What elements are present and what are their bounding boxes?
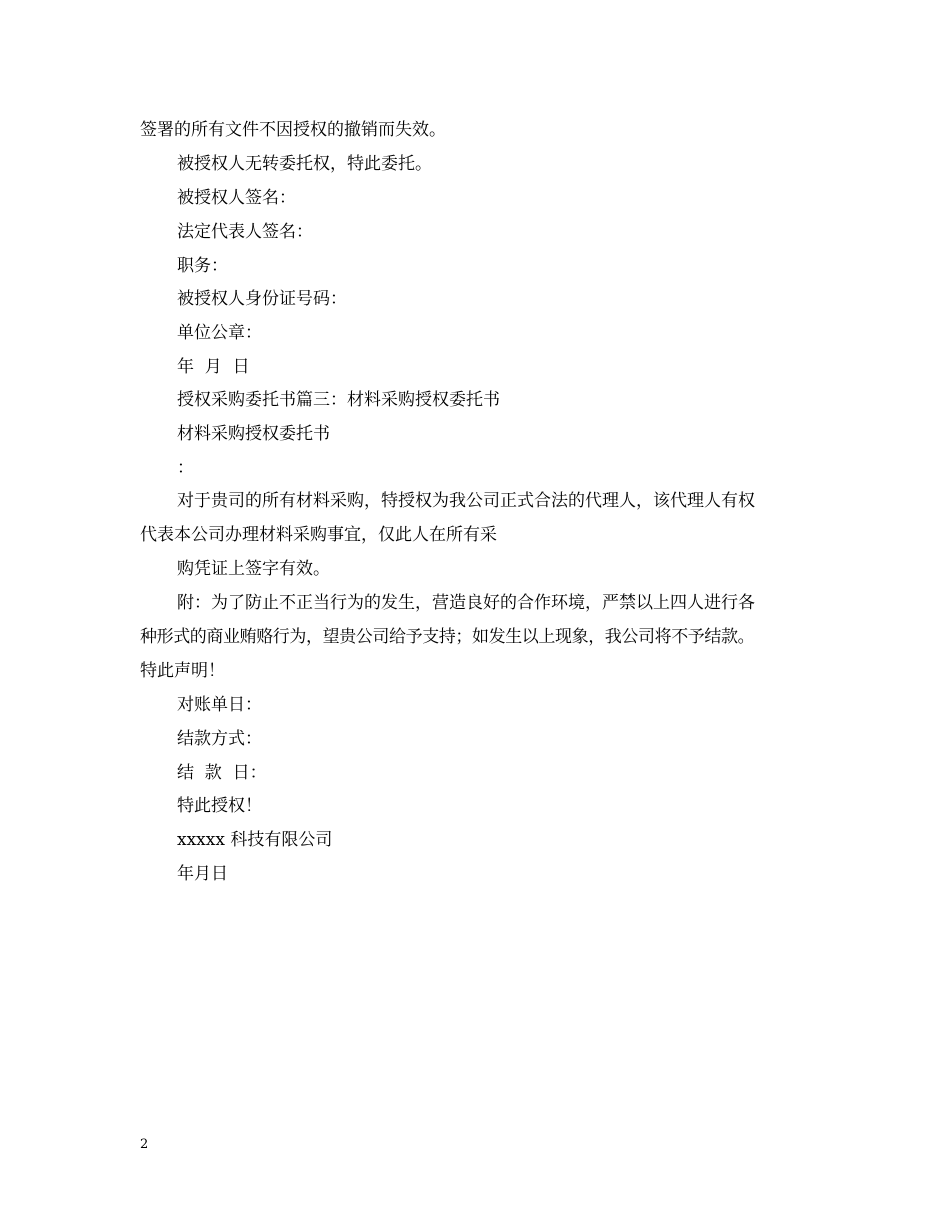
section-heading: 授权采购委托书篇三：材料采购授权委托书 — [177, 390, 500, 410]
text-line: 特此声明！ — [140, 661, 225, 681]
text-line: 职务： — [177, 256, 228, 276]
text-line: 单位公章： — [177, 323, 262, 343]
text-line: 代表本公司办理材料采购事宜，仅此人在所有采 — [140, 525, 497, 545]
text-line: 特此授权！ — [177, 796, 262, 816]
date-line: 年月日 — [177, 864, 228, 884]
text-line: 被授权人签名： — [177, 188, 296, 208]
text-line: 签署的所有文件不因授权的撤销而失效。 — [140, 120, 446, 140]
text-line: 结款方式： — [177, 729, 262, 749]
text-line: 种形式的商业贿赂行为，望贵公司给予支持；如发生以上现象，我公司将不予结款。 — [140, 627, 755, 647]
text-line: 附：为了防止不正当行为的发生，营造良好的合作环境，严禁以上四人进行各 — [177, 593, 755, 613]
text-line: 被授权人身份证号码： — [177, 289, 347, 309]
text-line: 法定代表人签名： — [177, 222, 313, 242]
text-line: ： — [177, 458, 194, 478]
text-line: 结 款 日： — [177, 763, 267, 783]
company-name: xxxxx 科技有限公司 — [177, 830, 333, 850]
document-title: 材料采购授权委托书 — [177, 424, 330, 444]
text-line: 年 月 日 — [177, 357, 250, 377]
text-line: 对账单日： — [177, 695, 262, 715]
text-line: 对于贵司的所有材料采购，特授权为我公司正式合法的代理人，该代理人有权 — [177, 491, 755, 511]
page-number: 2 — [140, 1137, 149, 1152]
text-line: 被授权人无转委托权，特此委托。 — [177, 154, 432, 174]
text-line: 购凭证上签字有效。 — [177, 559, 330, 579]
